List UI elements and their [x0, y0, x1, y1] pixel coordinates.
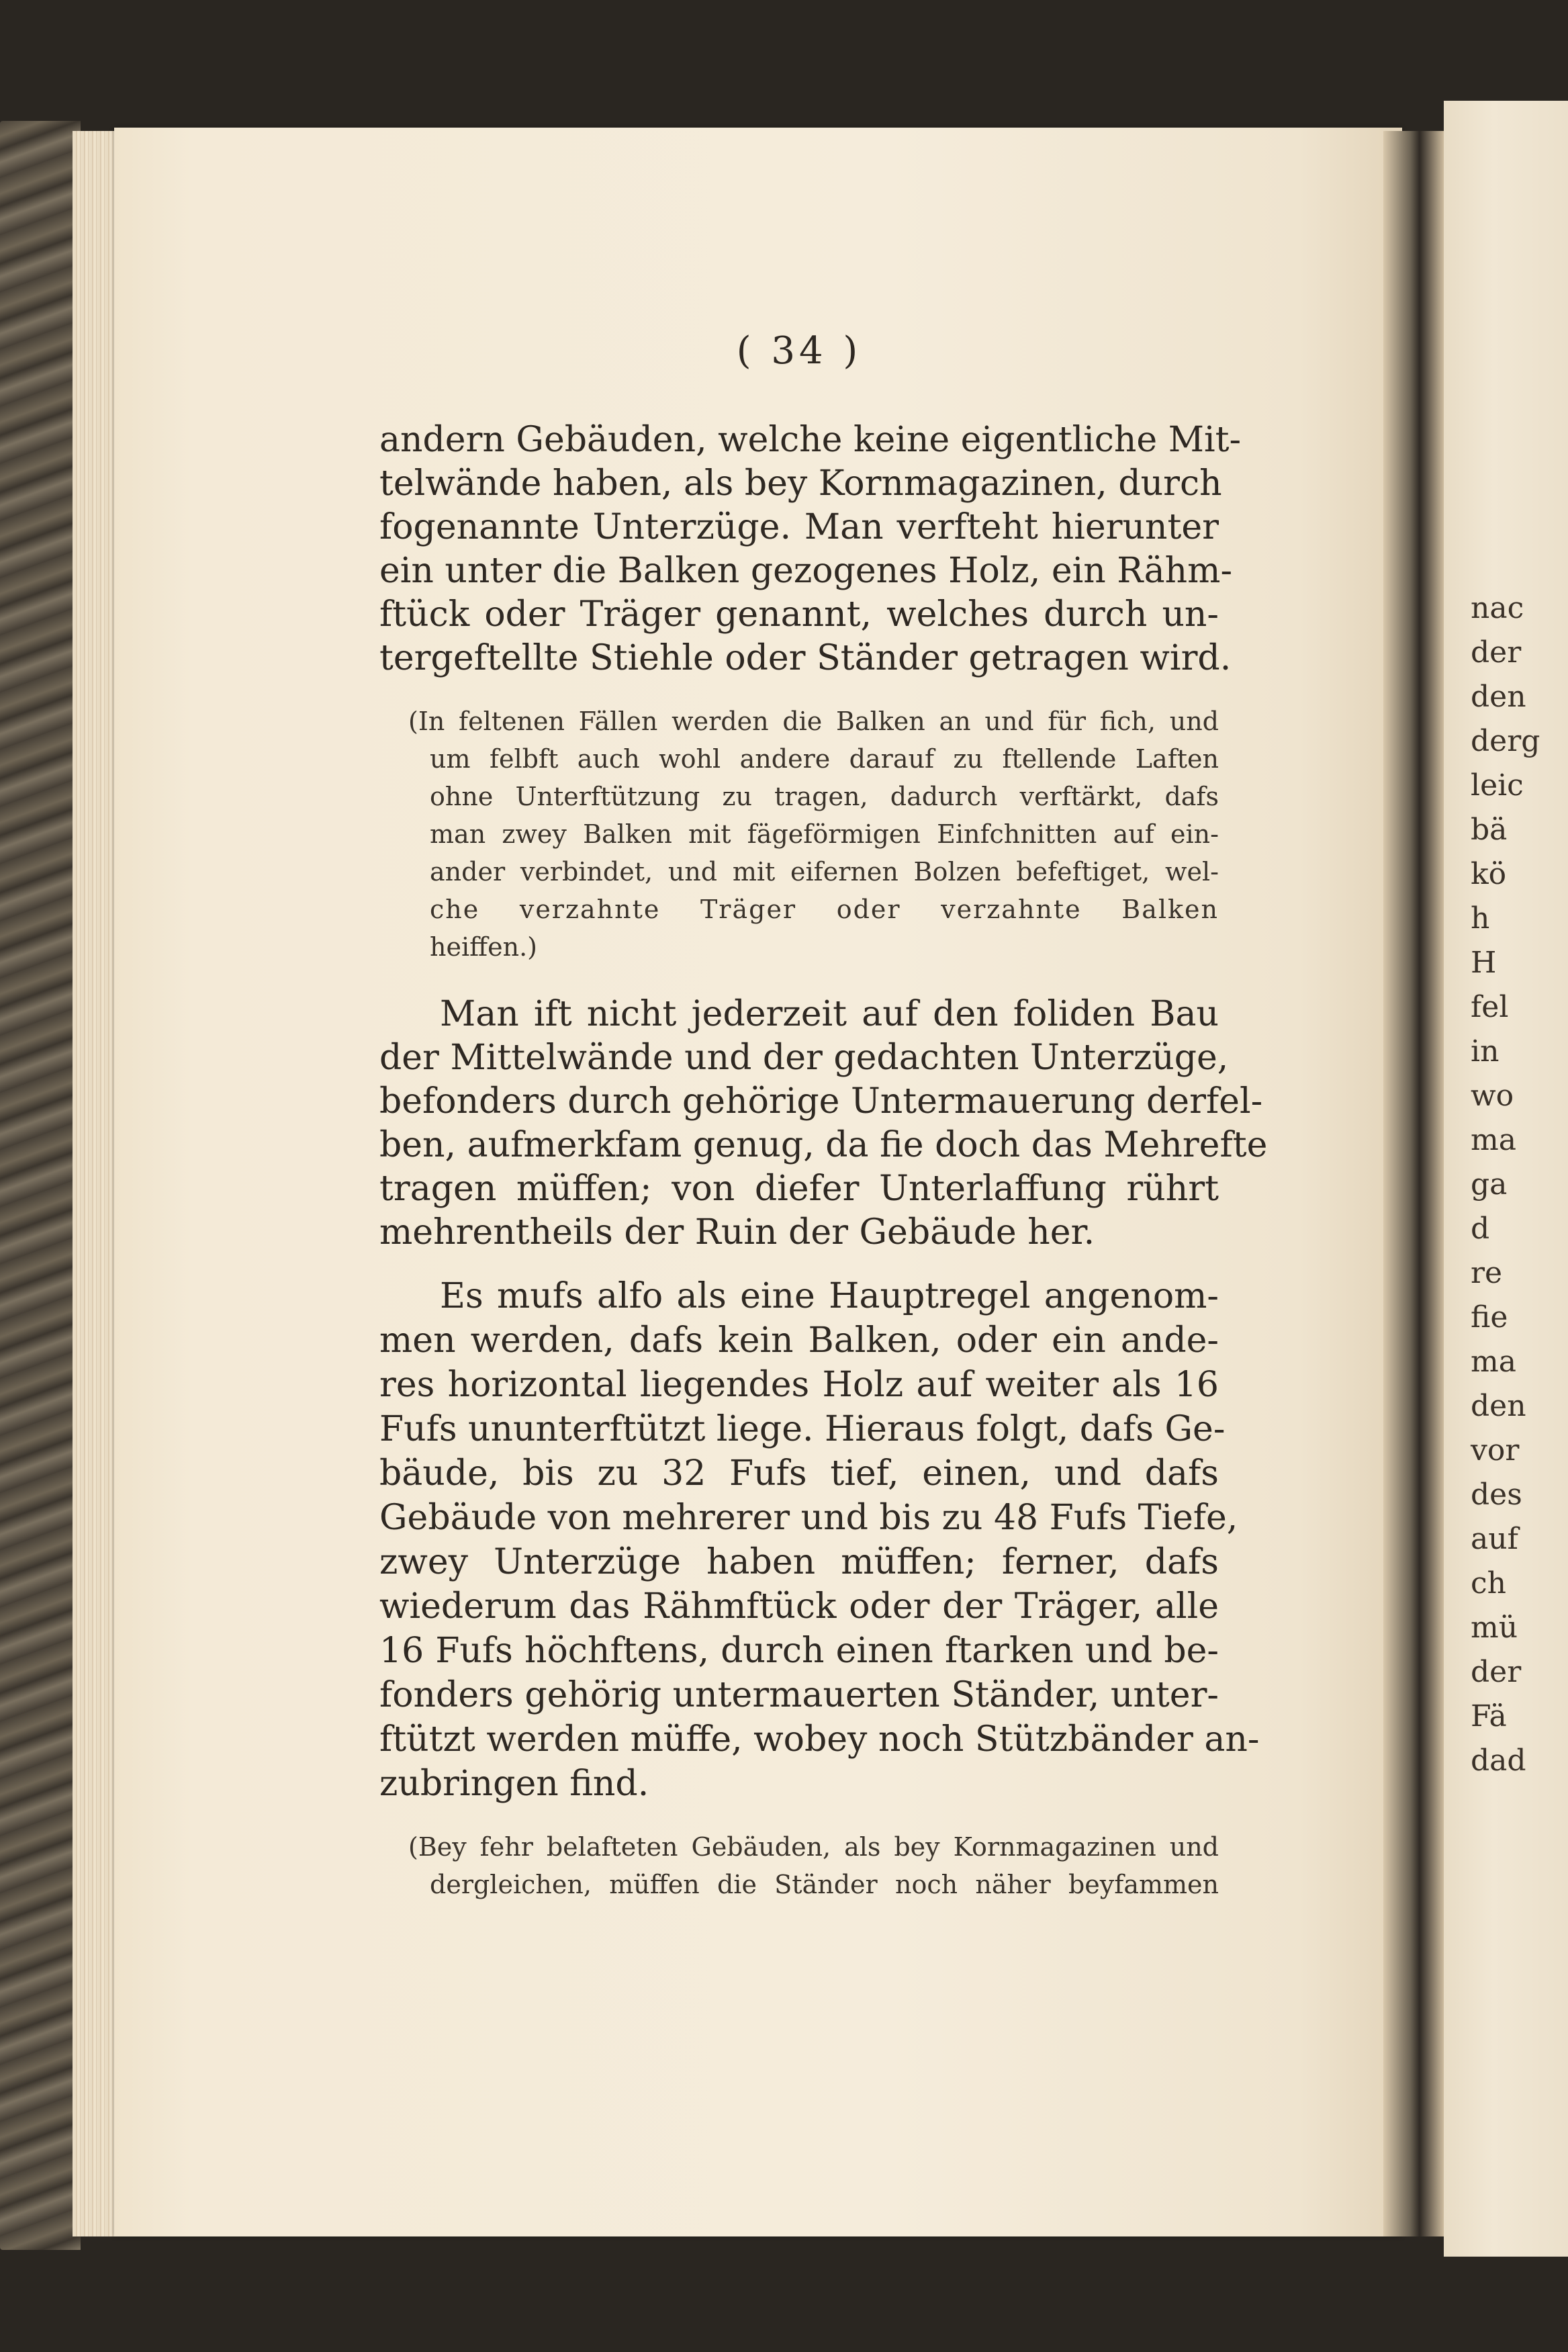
facing-page-fragment: ma — [1471, 1123, 1516, 1157]
facing-page-fragment: fel — [1471, 990, 1509, 1024]
book-gutter — [1383, 131, 1444, 2236]
facing-page-fragment: ga — [1471, 1167, 1508, 1202]
text-line: fonders gehörig untermauerten Ständer, unter- — [379, 1675, 1219, 1715]
note-line: ander verbindet, und mit eifernen Bolzen befeftiget, wel- — [430, 857, 1219, 887]
facing-page-fragment: fie — [1471, 1300, 1508, 1335]
text-line: tragen müffen; von diefer Unterlaffung rührt — [379, 1169, 1219, 1209]
facing-page-fragment: den — [1471, 1389, 1526, 1423]
text-line: Es mufs alfo als eine Hauptregel angenom- — [440, 1276, 1219, 1316]
facing-page-fragment: mü — [1471, 1611, 1518, 1645]
text-line: der Mittelwände und der gedachten Unterzüge, — [379, 1038, 1229, 1078]
text-line: befonders durch gehörige Untermauerung derfel- — [379, 1081, 1263, 1122]
note-line: heiffen.) — [430, 932, 537, 962]
text-line: andern Gebäuden, welche keine eigentliche Mit- — [379, 420, 1242, 460]
text-line: wiederum das Rähmftück oder der Träger, alle — [379, 1586, 1219, 1627]
text-line: Man ift nicht jederzeit auf den foliden Bau — [440, 994, 1219, 1034]
text-line: Gebäude von mehrerer und bis zu 48 Fufs Tiefe, — [379, 1498, 1238, 1538]
text-line: ben, aufmerkfam genug, da fie doch das Mehrefte — [379, 1125, 1268, 1165]
facing-page-fragment: vor — [1471, 1433, 1520, 1467]
text-line: res horizontal liegendes Holz auf weiter als 16 — [379, 1365, 1219, 1405]
facing-page-fragment: re — [1471, 1256, 1503, 1290]
text-line: telwände haben, als bey Kornmagazinen, durch — [379, 463, 1222, 504]
facing-page-fragment: nac — [1471, 591, 1524, 625]
facing-page-fragment: den — [1471, 680, 1526, 714]
facing-page-fragment: ma — [1471, 1345, 1516, 1379]
facing-page-fragment: auf — [1471, 1522, 1518, 1556]
text-line: ein unter die Balken gezogenes Holz, ein Rähm- — [379, 551, 1233, 591]
facing-page-fragment: wo — [1471, 1079, 1514, 1113]
text-line: mehrentheils der Ruin der Gebäude her. — [379, 1212, 1095, 1253]
text-line: tergeftellte Stiehle oder Ständer getragen wird. — [379, 638, 1232, 678]
text-line: Fufs ununterftützt liege. Hieraus folgt, dafs Ge- — [379, 1409, 1226, 1449]
text-line: ftützt werden müffe, wobey noch Stützbänder an- — [379, 1719, 1260, 1760]
facing-page-fragment: kö — [1471, 857, 1507, 891]
facing-page-fragment: d — [1471, 1212, 1490, 1246]
text-line: ftück oder Träger genannt, welches durch un- — [379, 594, 1219, 635]
note-line: che verzahnte Träger oder verzahnte Balken — [430, 895, 1219, 924]
text-line: bäude, bis zu 32 Fufs tief, einen, und dafs — [379, 1453, 1219, 1494]
facing-page-fragment: bä — [1471, 813, 1508, 847]
facing-page-fragment: in — [1471, 1034, 1500, 1069]
note-line: dergleichen, müffen die Ständer noch näher beyfammen — [430, 1870, 1219, 1899]
book-cover-board — [0, 121, 81, 2250]
facing-page-fragment: leic — [1471, 768, 1524, 803]
facing-page-fragment: der — [1471, 635, 1522, 670]
note-line: ohne Unterftützung zu tragen, dadurch verftärkt, dafs — [430, 782, 1219, 811]
facing-page-fragment: dad — [1471, 1744, 1526, 1778]
note-line: (Bey fehr belafteten Gebäuden, als bey Kornmagazinen und — [408, 1832, 1219, 1862]
facing-page — [1444, 101, 1568, 2257]
facing-page-fragment: h — [1471, 901, 1490, 936]
text-line: 16 Fufs höchftens, durch einen ftarken und be- — [379, 1631, 1219, 1671]
page-number: ( 34 ) — [736, 329, 862, 373]
note-line: (In feltenen Fällen werden die Balken an und für fich, und — [408, 707, 1219, 736]
text-line: zubringen find. — [379, 1764, 649, 1804]
note-line: um felbft auch wohl andere darauf zu ftellende Laften — [430, 744, 1219, 774]
facing-page-fragment: der — [1471, 1655, 1522, 1689]
facing-page-fragment: des — [1471, 1478, 1522, 1512]
facing-page-fragment: Fä — [1471, 1699, 1507, 1733]
facing-page-fragment: H — [1471, 946, 1497, 980]
facing-page-fragment: derg — [1471, 724, 1540, 758]
text-line: men werden, dafs kein Balken, oder ein ande- — [379, 1320, 1219, 1361]
text-line: fogenannte Unterzüge. Man verfteht hierunter — [379, 507, 1219, 547]
facing-page-fragment: ch — [1471, 1566, 1506, 1600]
note-line: man zwey Balken mit fägeförmigen Einfchnitten auf ein- — [430, 819, 1219, 849]
text-line: zwey Unterzüge haben müffen; ferner, dafs — [379, 1542, 1219, 1582]
